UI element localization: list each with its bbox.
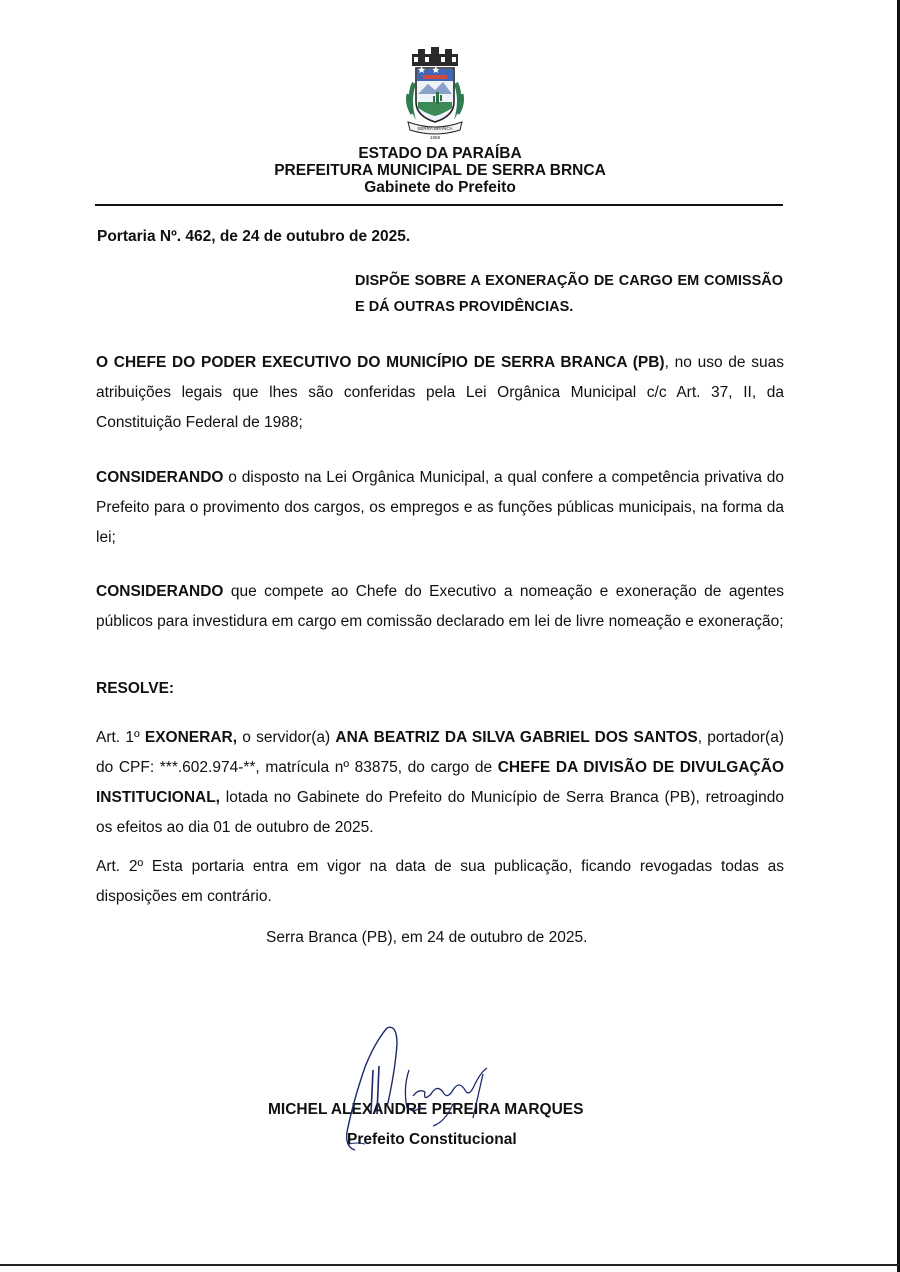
considerando-label: CONSIDERANDO — [96, 583, 224, 600]
article-1-text-b: , portador(a) do CPF: ***.602.974-**, matrícula nº 83875, do cargo de — [96, 729, 784, 776]
municipal-crest-logo — [398, 44, 472, 140]
article-1-text-a: o servidor(a) — [237, 729, 336, 746]
article-1-text-c: lotada no Gabinete do Prefeito do Município de Serra Branca (PB), retroagindo os efeitos ao dia 01 de outubro de 2025. — [96, 789, 784, 836]
considerando-paragraph-1 — [96, 463, 784, 553]
header-office: Gabinete do Prefeito — [364, 179, 516, 196]
signer-role: Prefeito Constitucional — [347, 1131, 517, 1148]
resolve-heading: RESOLVE: — [96, 680, 175, 697]
page-edge-bottom — [0, 1264, 900, 1266]
ementa: DISPÕE SOBRE A EXONERAÇÃO DE CARGO EM COMISSÃO E DÁ OUTRAS PROVIDÊNCIAS. — [355, 273, 783, 315]
header-municipality: PREFEITURA MUNICIPAL DE SERRA BRNCA — [274, 162, 606, 179]
portaria-title: Portaria Nº. 462, de 24 de outubro de 2025. — [97, 228, 411, 245]
crest-ribbon-text: SERRA BRANCA — [417, 126, 453, 131]
preamble-paragraph — [96, 348, 784, 438]
preamble-authority: O CHEFE DO PODER EXECUTIVO DO MUNICÍPIO DE SERRA BRANCA (PB) — [96, 354, 665, 371]
header-divider — [95, 204, 783, 206]
servant-name: ANA BEATRIZ DA SILVA GABRIEL DOS SANTOS — [335, 729, 698, 746]
preamble-text: , no uso de suas atribuições legais que lhes são conferidas pela Lei Orgânica Municipal c/c Art. 37, II, da Constituição Federal de 1988; — [96, 354, 785, 431]
document-header — [0, 145, 880, 196]
article-1-action: EXONERAR, — [144, 729, 238, 746]
place-and-date: Serra Branca (PB), em 24 de outubro de 2025. — [266, 929, 588, 946]
crest-year: 1959 — [429, 135, 441, 140]
header-state: ESTADO DA PARAÍBA — [358, 145, 522, 162]
signer-name: MICHEL ALEXANDRE PEREIRA MARQUES — [268, 1101, 584, 1118]
considerando-label: CONSIDERANDO — [96, 469, 224, 486]
article-2: Art. 2º Esta portaria entra em vigor na data de sua publicação, ficando revogadas todas as disposições em contrário. — [96, 858, 784, 905]
considerando-paragraph-2 — [96, 577, 784, 637]
handwritten-signature — [335, 1022, 510, 1157]
article-1 — [96, 723, 784, 843]
article-1-prefix: Art. 1º — [96, 729, 145, 746]
considerando-text: o disposto na Lei Orgânica Municipal, a qual confere a competência privativa do Prefeito para o provimento dos cargos, os empregos e as funções públicas municipais, na forma da lei; — [96, 469, 784, 546]
considerando-text: que compete ao Chefe do Executivo a nomeação e exoneração de agentes públicos para investidura em cargo em comissão declarado em lei de livre nomeação e exoneração; — [96, 583, 784, 630]
position-title: CHEFE DA DIVISÃO DE DIVULGAÇÃO INSTITUCIONAL, — [96, 759, 784, 806]
